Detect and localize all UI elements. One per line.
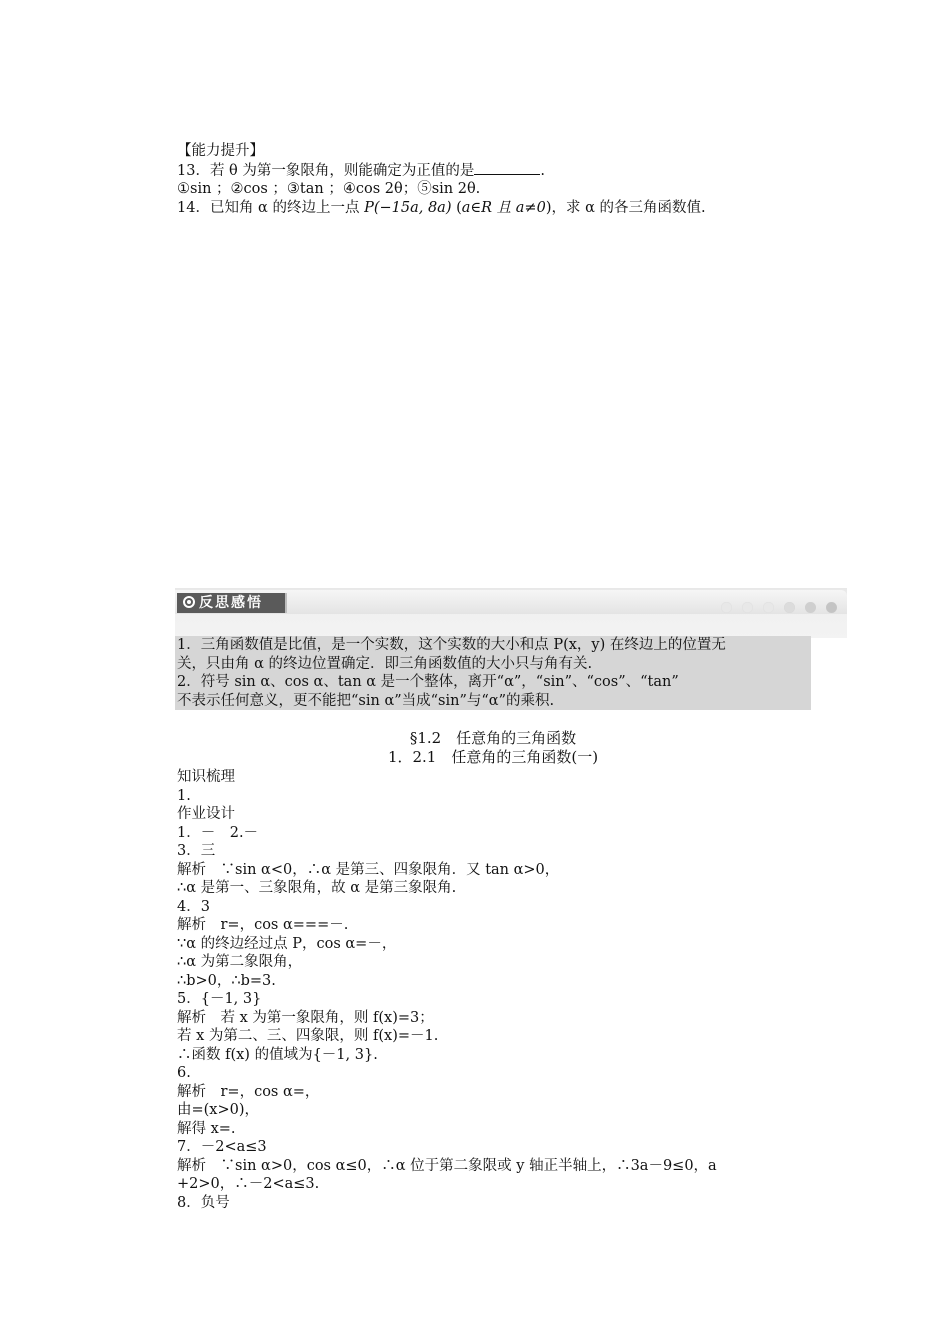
- subsection-title: 1．2.1 任意角的三角函数(一): [387, 748, 599, 766]
- banner-bar: [175, 590, 847, 614]
- answer-line: 解析 若 x 为第一象限角，则 f(x)=3；: [177, 1009, 434, 1026]
- decor-dot-icon: [784, 602, 795, 613]
- answer-line: 解析 ∵sin α>0，cos α≤0，∴α 位于第二象限或 y 轴正半轴上，∴3a－9≤0，a: [177, 1157, 717, 1174]
- answer-line: 8．负号: [177, 1194, 230, 1211]
- ability-section: [177, 142, 809, 217]
- question-14-text-c: )，求 α 的各三角函数值.: [545, 199, 706, 216]
- answer-line: 4．3: [177, 898, 210, 915]
- answer-line: +2>0，∴－2<a≤3.: [177, 1176, 320, 1192]
- answer-line: 知识梳理: [177, 769, 235, 785]
- reflection-line: 不表示任何意义，更不能把“sin α”当成“sin”与“α”的乘积.: [177, 692, 555, 709]
- answer-line: 解得 x=.: [177, 1120, 236, 1137]
- answer-blank: [474, 161, 540, 175]
- decor-dot-icon: [742, 602, 753, 613]
- question-13: [177, 161, 809, 181]
- reflection-line: 关，只由角 α 的终边位置确定．即三角函数值的大小只与角有关.: [177, 655, 593, 672]
- target-icon: [183, 596, 195, 608]
- answer-line: 解析 ∵sin α<0，∴α 是第三、四象限角．又 tan α>0，: [177, 861, 560, 878]
- question-13-text: 13．若 θ 为第一象限角，则能确定为正值的是: [177, 162, 475, 179]
- question-13-end: .: [540, 162, 546, 179]
- answer-list: [177, 768, 809, 1212]
- answer-line: 1．－ 2.－: [177, 824, 259, 841]
- answer-line: 6.: [177, 1065, 191, 1081]
- reflection-line: 2．符号 sin α、cos α、tan α 是一个整体，离开“α”，“sin”、“cos”、“tan”: [177, 674, 679, 690]
- decor-dot-icon: [805, 602, 816, 613]
- section-heading: 【能力提升】: [177, 143, 264, 159]
- answer-line: 7．－2<a≤3: [177, 1139, 267, 1155]
- answer-line: ∵α 的终边经过点 P，cos α=－，: [177, 935, 397, 952]
- decor-dot-icon: [826, 602, 837, 613]
- answer-line: 若 x 为第二、三、四象限，则 f(x)=－1.: [177, 1028, 439, 1044]
- answer-line: 作业设计: [177, 806, 235, 822]
- answer-line: 1.: [177, 787, 191, 804]
- answer-line: ∴函数 f(x) 的值域为{－1, 3}.: [177, 1046, 378, 1063]
- decor-dot-icon: [763, 602, 774, 613]
- question-14-text-a: 14．已知角 α 的终边上一点: [177, 199, 365, 216]
- reflection-line: 1．三角函数值是比值，是一个实数，这个实数的大小和点 P(x，y) 在终边上的位置无: [177, 637, 726, 653]
- answer-line: ∴b>0，∴b=3.: [177, 972, 276, 989]
- question-14-point: P(−15a, 8a): [364, 199, 452, 216]
- question-14-text-b: (: [451, 199, 462, 216]
- answer-line: 5．{－1, 3}: [177, 991, 262, 1007]
- decor-dot-icon: [721, 602, 732, 613]
- question-13-options: ①sin ；②cos ；③tan ；④cos 2θ；⑤sin 2θ.: [177, 181, 481, 197]
- reflection-banner: [175, 588, 847, 638]
- banner-label: [177, 593, 285, 613]
- answer-line: 解析 r=，cos α===－.: [177, 917, 349, 933]
- question-14-condition: a∈R 且 a≠0: [461, 199, 546, 216]
- reflection-box: [175, 636, 811, 710]
- answer-line: ∴α 是第一、三象限角，故 α 是第三象限角.: [177, 880, 457, 896]
- answer-line: ∴α 为第二象限角，: [177, 954, 303, 970]
- banner-dots: [711, 598, 837, 617]
- banner-label-text: 反思感悟: [199, 595, 263, 611]
- question-14: [177, 199, 809, 218]
- answer-line: 3．三: [177, 843, 216, 859]
- answer-line: 由=(x>0)，: [177, 1102, 260, 1118]
- answer-line: 解析 r=，cos α=，: [177, 1083, 320, 1100]
- section-title: §1.2 任意角的三角函数: [409, 729, 577, 747]
